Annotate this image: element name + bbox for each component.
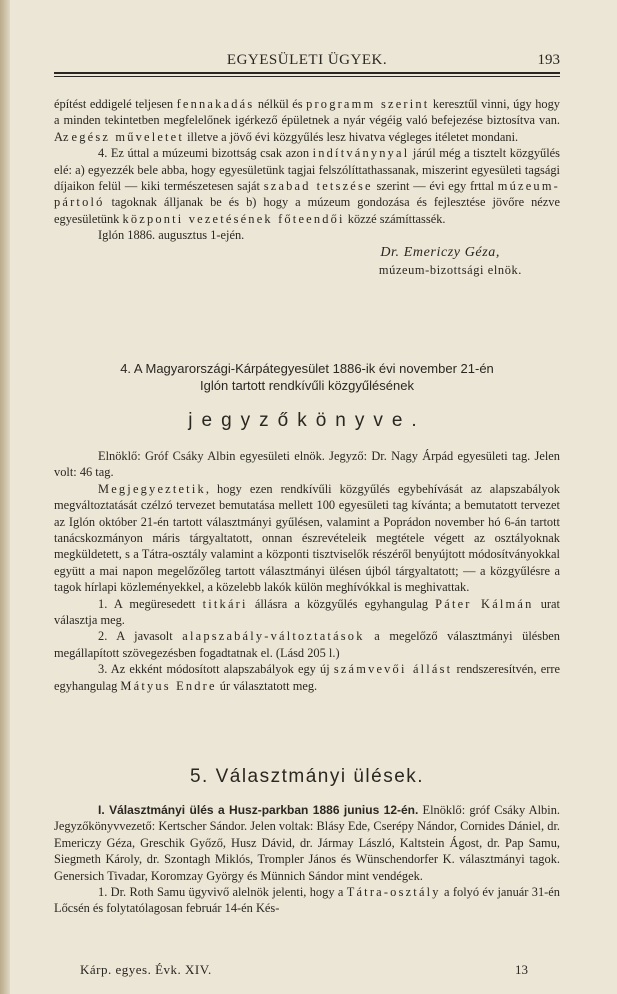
running-title: EGYESÜLETI ÜGYEK. — [226, 52, 388, 68]
spaced-emphasis: központi vezetésének főteendői — [122, 211, 345, 226]
spaced-emphasis: Mátyus Endre — [120, 678, 217, 693]
page-footer — [54, 962, 560, 980]
page-header — [54, 52, 560, 78]
text-run: 1. A megüresedett — [98, 596, 203, 611]
spaced-emphasis: programm szerint — [306, 97, 430, 111]
minutes-heading-line2: Iglón tartott rendkívűli közgyűlésének — [200, 378, 414, 393]
text-run: tagoknak álljanak be és b) hogy a múzeum gondozása és fejlesztése jövőre nézve egyesületünk — [54, 195, 560, 226]
text-run: járúl még a tisztelt közgyűlés elé: a) egyezzék bele abba, hogy egyesületünk tagjai felszólíttathassanak, miszerint egyesületi tagsági díjaikon felül — kiki természetesen saját — [54, 146, 560, 194]
minutes-title: jegyzőkönyve. — [188, 410, 426, 431]
text-run: illetve a jövő évi közgyűlés lesz hivatva végleges itéletet mondani. — [184, 129, 519, 144]
session-item-1 — [54, 884, 560, 917]
text-run: 1. Dr. Roth Samu ügyvivő alelnök jelenti, hogy a — [98, 885, 347, 900]
session-title: I. Választmányi ülés a Husz-parkban 1886 junius 12-én. — [98, 803, 419, 817]
spaced-emphasis: szabad tetszése — [263, 179, 373, 194]
text-run: 3. Az ekként módosított alapszabályok egy új — [98, 662, 334, 677]
page-edge-shadow — [0, 0, 10, 994]
signature-role: múzeum-bizottsági elnök. — [378, 262, 522, 277]
page-number: 193 — [537, 52, 560, 68]
header-rule-thin — [54, 76, 560, 77]
session-text: Elnöklő: gróf Csáky Albin. Jegyzőkönyvvezető: Kertscher Sándor. Jelen voltak: Blásy Ede, Cserépy Nándor, Cornides Dániel, dr. Emericzy Géza, Greschik Győző, Husz Dávid, dr. Jármay László, Kaltstein Ágost, dr. Pap Samu, Siegmeth Károly, dr. Szontagh Miklós, Trompler János és Wünschendorfer K. választmányi tagok. Genersich Tivadar, Koromzay György és Münnich Sándor mint vendégek. — [54, 803, 560, 883]
text-run: , hogy ezen rendkívűli közgyűlés egybehívását az alapszabályok megváltoztatását czélzó tervezet bemutatása mellett 100 egyesületi tag kívánta; a bemutatott tervezet az Iglón október 21-én tartott választmányi gyűlésen, valamint a Poprádon november hó 6-án tartott tanácskozmányon máris tárgyaltatott, onnan észrevételeik megtétele végett az osztályoknak megküldetett, s a Tátra-osztály valamint a központi tisztviselők részéről benyújtott módosítványokkal együtt a mai napon megelőzőleg tartott választmányi ülésen újból tárgyaltatott; — a közgyűlésre a tagok hírlapi közleményekkel, a közelebb lakók külön meghívókkal is meghivattak. — [54, 481, 560, 595]
text-run: 4. Ez úttal a múzeumi bizottság csak azon — [98, 146, 313, 161]
header-rule-thick — [54, 72, 560, 74]
paragraph-presidency: Elnöklő: Gróf Csáky Albin egyesületi elnök. Jegyző: Dr. Nagy Árpád egyesületi tag. Jelen volt: 46 tag. — [54, 449, 560, 480]
item-1 — [54, 596, 560, 629]
spaced-emphasis: egész műveletet — [71, 129, 185, 144]
section-5 — [54, 766, 560, 917]
session-paragraph — [54, 802, 560, 884]
spaced-emphasis: Páter Kálmán — [435, 596, 534, 611]
text-run: nélkül és — [254, 97, 307, 111]
museum-report-block — [54, 96, 560, 278]
text-run: 2. A javasolt — [98, 629, 183, 644]
paragraph-intro — [54, 481, 560, 596]
item-2 — [54, 628, 560, 661]
text-run: urat választja meg. — [54, 596, 560, 628]
date-line: Iglón 1886. augusztus 1-ején. — [98, 228, 245, 243]
footer-sheet-number: 13 — [515, 962, 528, 977]
paragraph-motion — [54, 145, 560, 227]
spaced-emphasis: alapszabály-változtatások — [182, 629, 365, 644]
section-heading: 5. Választmányi ülések. — [189, 766, 425, 787]
text-run: közzé számíttassék. — [344, 211, 446, 226]
text-run: úr választatott meg. — [216, 678, 318, 693]
text-run: a megelőző választmányi ülésben megállapított szövegezésben fogadtatnak el. (Lásd 205 l.) — [54, 629, 560, 660]
spaced-emphasis: Tátra-osztály — [346, 885, 441, 900]
paragraph-building — [54, 96, 560, 145]
spaced-emphasis: indítványnyal — [312, 146, 410, 161]
minutes-heading-line1: 4. A Magyarországi-Kárpátegyesület 1886-ik évi november 21-én — [120, 361, 494, 376]
text-run: keresztűl vinni, úgy hogy a minden tekintetben megfelelőnek igérkező épületnek a nyár végéig való befejezése biztosítva van. Az — [54, 97, 560, 144]
text-run: állásra a közgyűlés egyhangulag — [247, 596, 436, 611]
text-run: a folyó év január 31-én Lőcsén és folytatólagosan február 14-én Kés- — [54, 885, 560, 916]
text-run: szerint — évi egy frttal — [372, 179, 498, 194]
item-3 — [54, 661, 560, 694]
spaced-emphasis: múzeum-pártoló — [54, 179, 560, 210]
text-run: rendszeresítvén, erre egyhangulag — [54, 662, 560, 693]
text-run: építést eddigelé teljesen — [54, 97, 177, 111]
footer-signature-mark: Kárp. egyes. Évk. XIV. — [80, 962, 212, 977]
signature: Dr. Emericzy Géza, — [380, 244, 500, 260]
spaced-emphasis: titkári — [202, 596, 248, 611]
minutes-block — [54, 360, 560, 694]
spaced-emphasis: fennakadás — [176, 97, 255, 111]
spaced-emphasis: számvevői állást — [333, 662, 453, 677]
spaced-emphasis: Megjegyeztetik — [98, 481, 206, 496]
